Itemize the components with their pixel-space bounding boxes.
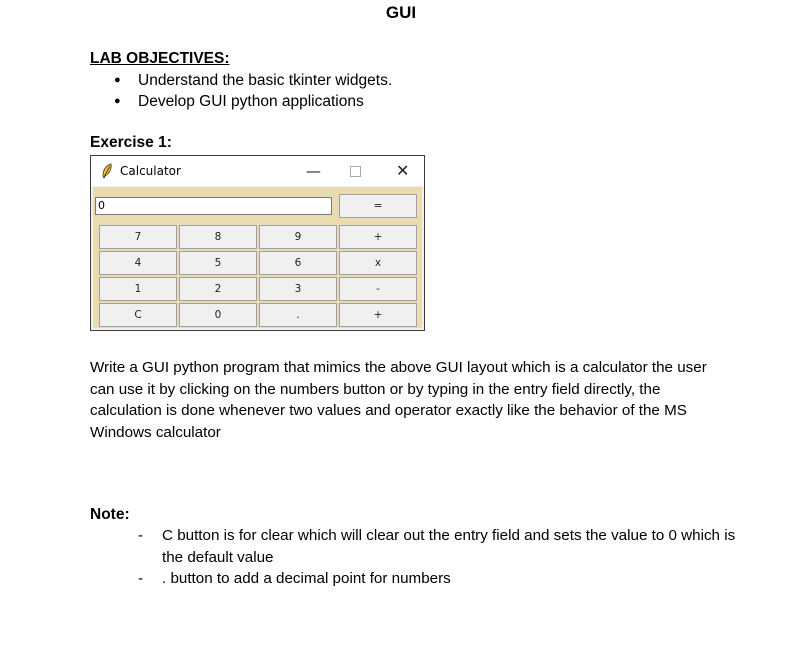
button-decimal[interactable]: . <box>259 303 337 327</box>
window-title: Calculator <box>120 164 181 178</box>
button-6[interactable]: 6 <box>259 251 337 275</box>
button-4[interactable]: 4 <box>99 251 177 275</box>
button-clear[interactable]: C <box>99 303 177 327</box>
button-8[interactable]: 8 <box>179 225 257 249</box>
calculator-body <box>93 187 422 328</box>
button-multiply[interactable]: x <box>339 251 417 275</box>
note-list <box>138 525 738 590</box>
button-2[interactable]: 2 <box>179 277 257 301</box>
note-item: - C button is for clear which will clear out the entry field and sets the value to 0 which is the default value <box>138 525 738 568</box>
objective-item: ● Understand the basic tkinter widgets. <box>114 70 392 91</box>
objectives-heading: LAB OBJECTIVES: <box>90 50 230 67</box>
entry-field[interactable]: 0 <box>95 197 332 215</box>
button-1[interactable]: 1 <box>99 277 177 301</box>
window-titlebar <box>91 156 424 186</box>
exercise-heading: Exercise 1: <box>90 134 172 151</box>
button-0[interactable]: 0 <box>179 303 257 327</box>
button-7[interactable]: 7 <box>99 225 177 249</box>
equals-button[interactable]: = <box>339 194 417 218</box>
objective-item: ● Develop GUI python applications <box>114 91 392 112</box>
calculator-window <box>90 155 425 331</box>
note-item: - . button to add a decimal point for numbers <box>138 568 738 590</box>
button-plus[interactable]: + <box>339 225 417 249</box>
button-plus-2[interactable]: + <box>339 303 417 327</box>
maximize-button[interactable] <box>350 166 361 177</box>
button-5[interactable]: 5 <box>179 251 257 275</box>
note-heading: Note: <box>90 506 130 523</box>
minimize-button[interactable]: — <box>306 162 321 180</box>
close-button[interactable]: ✕ <box>396 161 410 180</box>
button-9[interactable]: 9 <box>259 225 337 249</box>
objectives-list <box>114 70 392 112</box>
page-title: GUI <box>385 3 417 22</box>
description-paragraph: Write a GUI python program that mimics the above GUI layout which is a calculator the user can use it by clicking on the numbers button or by typing in the entry field directly, the calculation is done whenever two values and operator exactly like the behavior of the MS Windows calculator <box>90 359 707 441</box>
button-minus[interactable]: - <box>339 277 417 301</box>
button-3[interactable]: 3 <box>259 277 337 301</box>
feather-icon <box>101 163 113 179</box>
